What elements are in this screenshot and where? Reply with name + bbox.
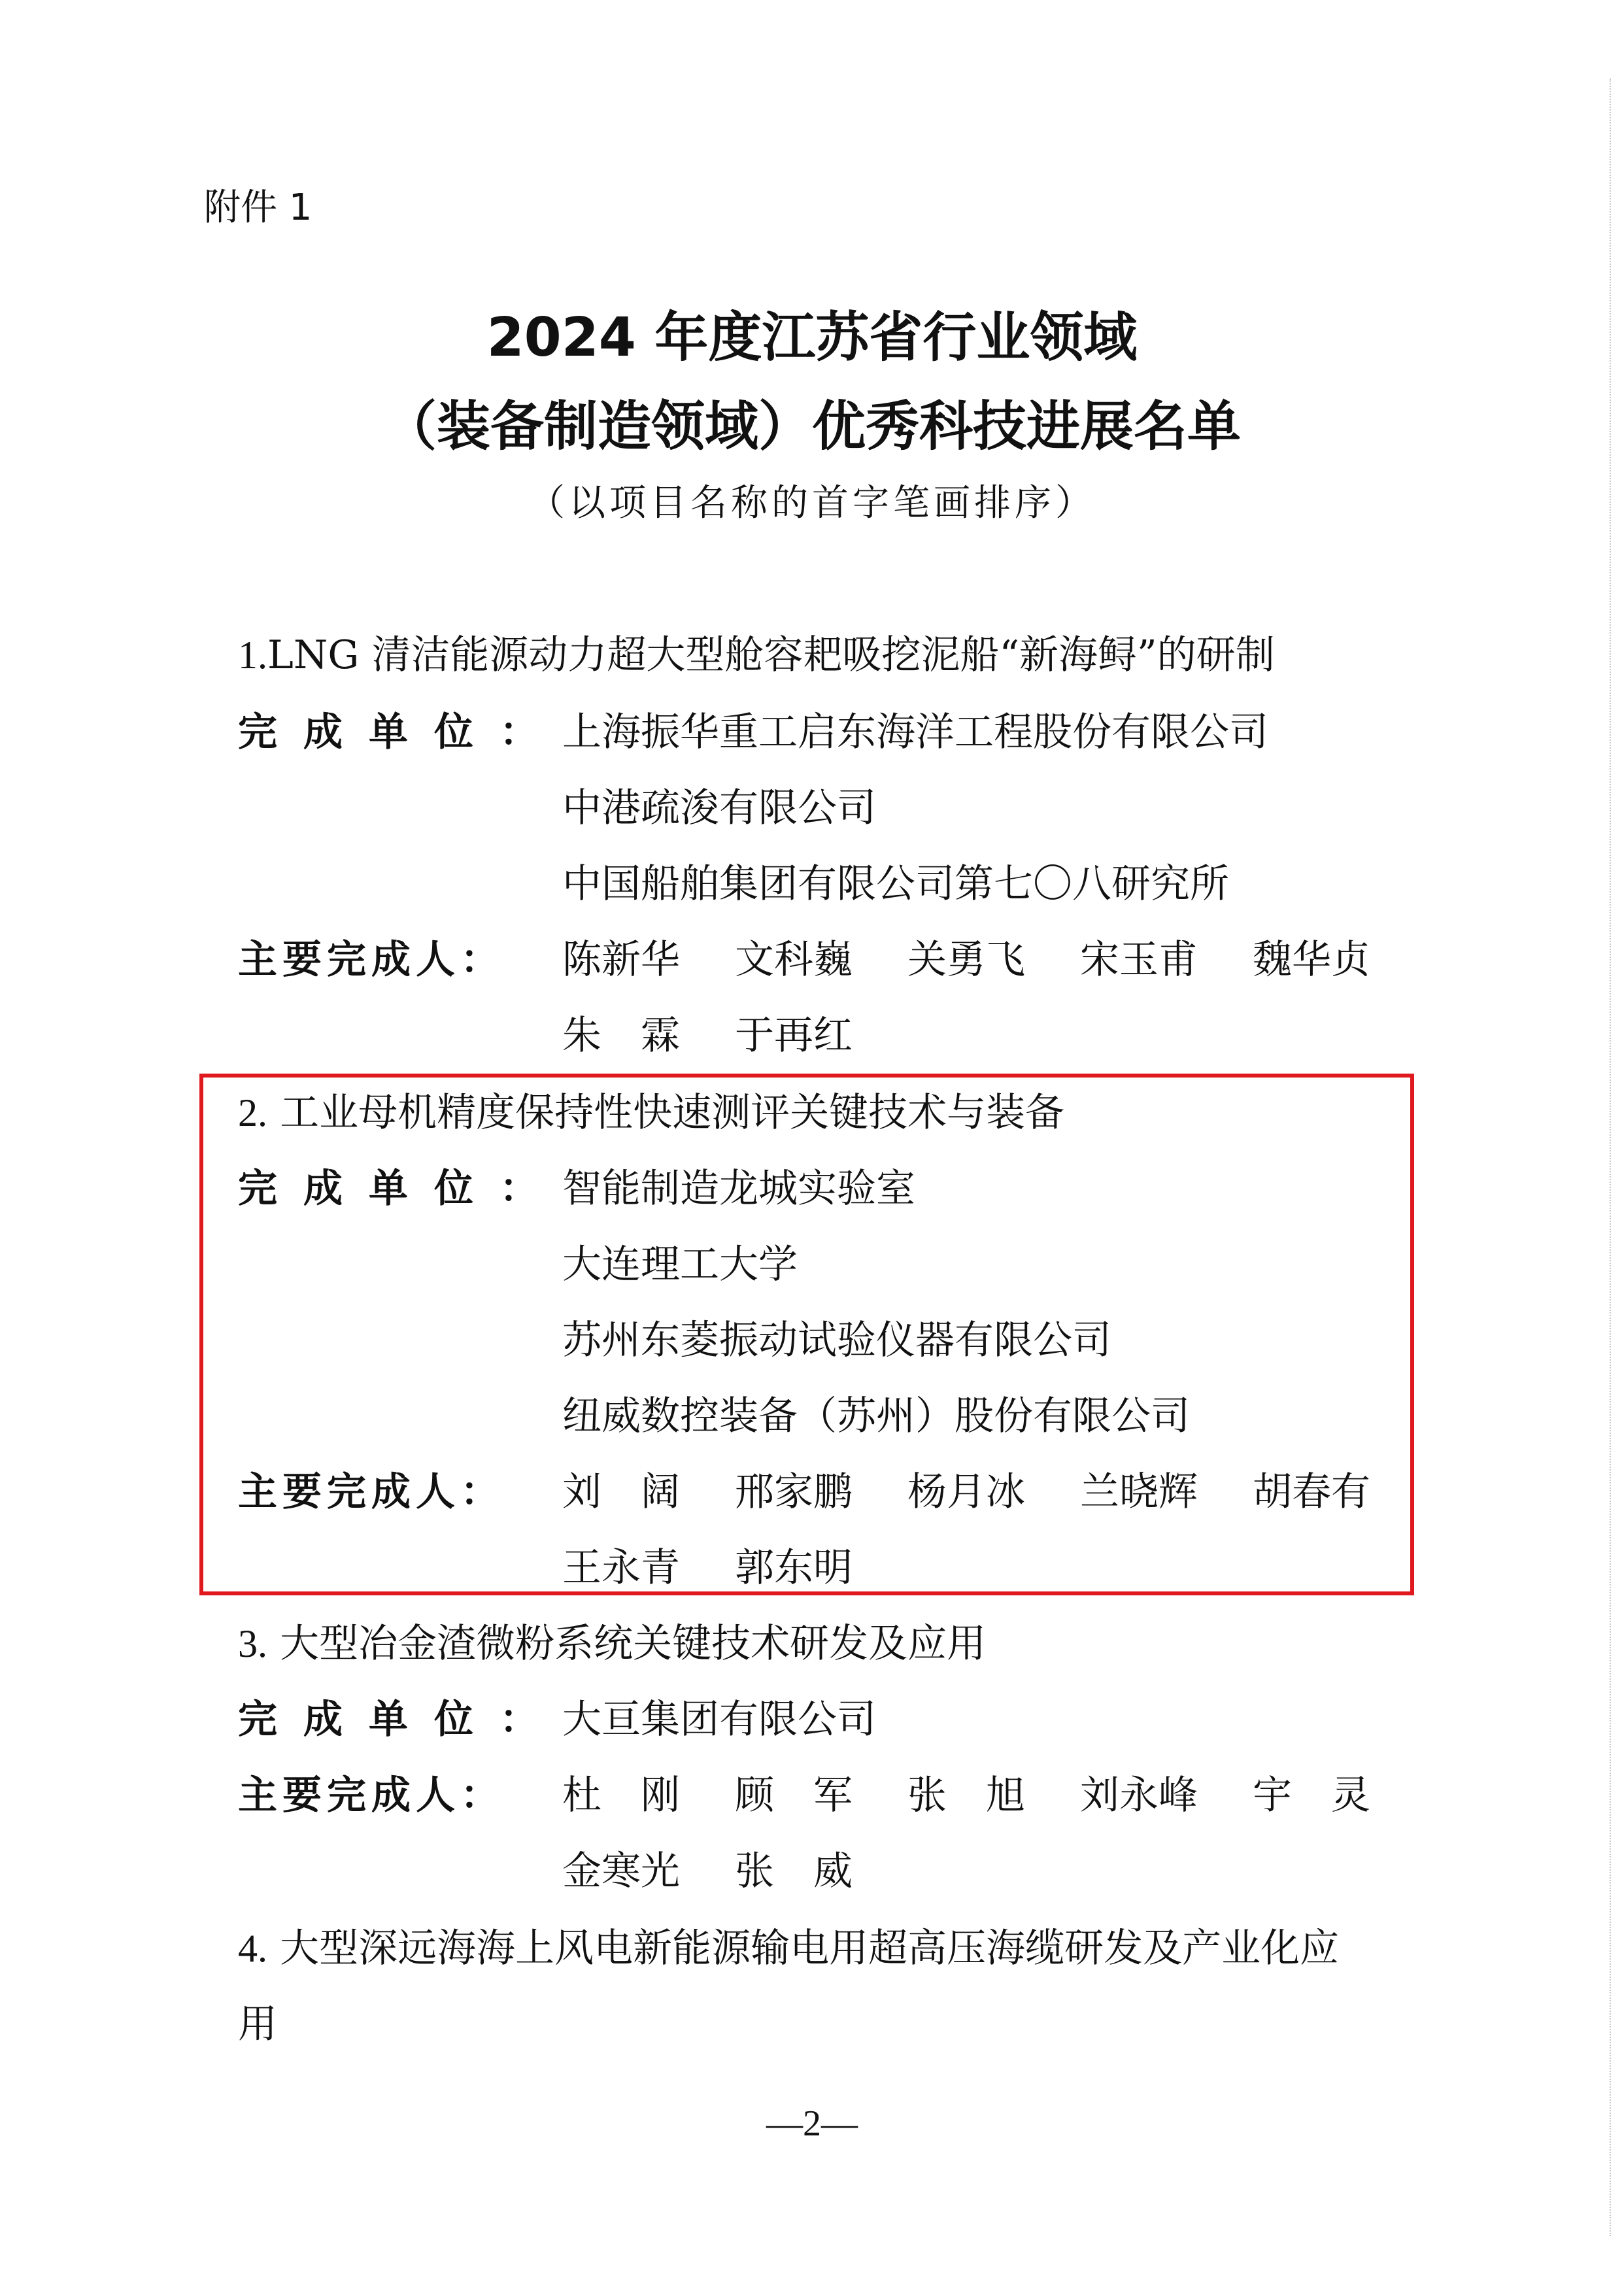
person-name: 金寒光 [562, 1848, 680, 1894]
attachment-label: 附件 1 [204, 186, 313, 229]
person-name: 刘永峰 [1080, 1773, 1198, 1818]
person-name: 张 旭 [907, 1773, 1025, 1818]
project-title-text: 工业母机精度保持性快速测评关键技术与装备 [280, 1090, 1065, 1136]
person-name: 兰晓辉 [1080, 1469, 1198, 1515]
project-1-persons-label [238, 932, 532, 987]
project-4-title-continued: 用 [238, 2001, 277, 2047]
project-1-persons-row-2 [562, 1008, 907, 1063]
project-2-units-label [238, 1161, 565, 1216]
project-number: 3. [238, 1622, 267, 1665]
project-3-unit-1: 大亘集团有限公司 [562, 1697, 876, 1742]
person-name: 关勇飞 [907, 937, 1025, 983]
person-name: 杨月冰 [907, 1469, 1025, 1515]
project-1-title [238, 628, 1275, 683]
person-name: 于再红 [735, 1013, 853, 1059]
project-number: 2. [238, 1091, 267, 1134]
project-3-units-label [238, 1692, 565, 1747]
project-2-title [238, 1085, 1064, 1140]
project-number: 1. [238, 634, 267, 677]
person-name: 郭东明 [735, 1545, 853, 1591]
project-1-persons-row-1 [562, 932, 1425, 987]
person-name: 宋玉甫 [1080, 937, 1198, 983]
person-name: 魏华贞 [1253, 937, 1370, 983]
persons-label-text: 主要完成人： [238, 937, 505, 983]
person-name: 朱 霖 [562, 1013, 680, 1059]
document-subtitle: （以项目名称的首字笔画排序） [528, 482, 1096, 524]
project-1-units-label [238, 705, 565, 760]
person-name: 顾 军 [735, 1773, 853, 1818]
person-name: 胡春有 [1253, 1469, 1370, 1515]
person-name: 杜 刚 [562, 1773, 680, 1818]
persons-label-text: 主要完成人： [238, 1469, 505, 1515]
units-label-text: 完成单位： [238, 1166, 565, 1212]
project-1-unit-1: 上海振华重工启东海洋工程股份有限公司 [562, 709, 1268, 755]
project-2-persons-row-2 [562, 1540, 907, 1595]
project-2-unit-2: 大连理工大学 [562, 1242, 798, 1287]
units-label-text: 完成单位： [238, 1697, 565, 1742]
person-name: 张 威 [735, 1848, 853, 1894]
persons-label-text: 主要完成人： [238, 1773, 505, 1818]
project-2-persons-row-1 [562, 1465, 1425, 1520]
project-title-text: 大型深远海海上风电新能源输电用超高压海缆研发及产业化应 [280, 1926, 1340, 1971]
project-title-text: 大型冶金渣微粉系统关键技术研发及应用 [280, 1621, 987, 1667]
project-title-text: LNG 清洁能源动力超大型舱容耙吸挖泥船“新海鲟”的研制 [267, 632, 1275, 678]
person-name: 刘 阔 [562, 1469, 680, 1515]
project-3-persons-row-2 [562, 1844, 907, 1899]
project-2-unit-1: 智能制造龙城实验室 [562, 1166, 915, 1212]
project-4-title [238, 1921, 1339, 1976]
document-title-line-1: 2024 年度江苏省行业领域 [486, 307, 1138, 369]
project-2-persons-label [238, 1465, 532, 1520]
person-name: 王永青 [562, 1545, 680, 1591]
project-3-title [238, 1616, 986, 1671]
document-title-line-2: （装备制造领域）优秀科技进展名单 [382, 396, 1241, 458]
project-3-persons-label [238, 1768, 532, 1823]
project-2-unit-4: 纽威数控装备（苏州）股份有限公司 [562, 1393, 1190, 1439]
person-name: 陈新华 [562, 937, 680, 983]
project-1-unit-2: 中港疏浚有限公司 [562, 785, 876, 831]
person-name: 邢家鹏 [735, 1469, 853, 1515]
project-1-unit-3: 中国船舶集团有限公司第七〇八研究所 [562, 861, 1229, 907]
project-2-unit-3: 苏州东菱振动试验仪器有限公司 [562, 1317, 1111, 1363]
person-name: 文科巍 [735, 937, 853, 983]
person-name: 宇 灵 [1253, 1773, 1370, 1818]
page-number: —2— [766, 2103, 858, 2144]
units-label-text: 完成单位： [238, 709, 565, 755]
project-3-persons-row-1 [562, 1768, 1425, 1823]
project-number: 4. [238, 1927, 267, 1970]
